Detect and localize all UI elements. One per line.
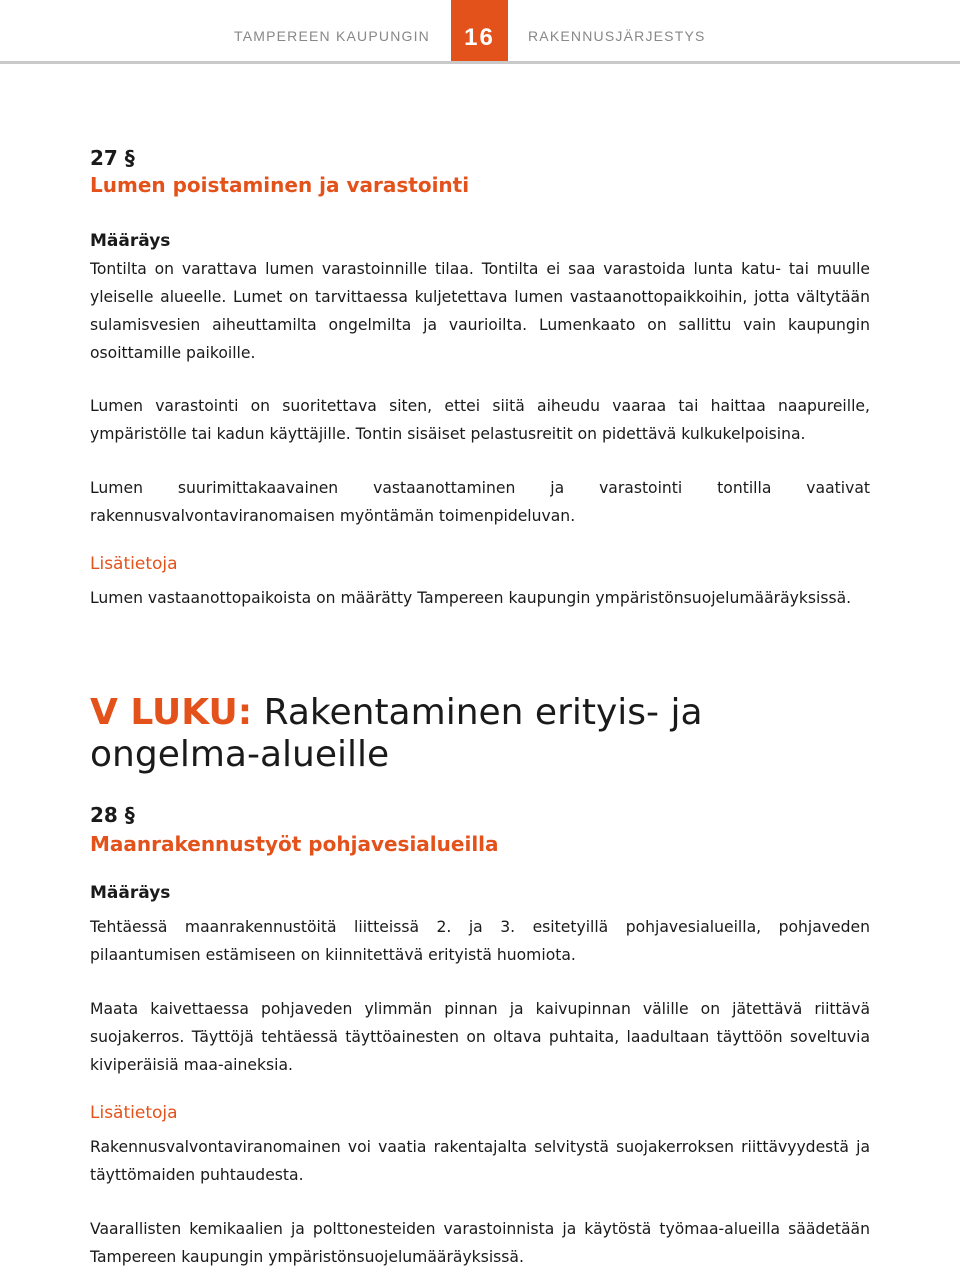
section-27-info-1: Lumen vastaanottopaikoista on määrätty Tampereen kaupungin ympäristönsuojelumääräyksissä.: [90, 589, 852, 607]
chapter-title: Rakentaminen erityis- ja ongelma-alueille: [90, 692, 703, 775]
section-28-number: 28 §: [90, 803, 135, 827]
chapter-heading: [90, 692, 870, 776]
section-27-title: Lumen poistaminen ja varastointi: [90, 173, 470, 197]
section-28-info-2: Vaarallisten kemikaalien ja polttonesteiden varastoinnista ja käytöstä työmaa-alueilla säädetään Tampereen kaupungin ympäristönsuojelumääräyksissä.: [90, 1220, 870, 1266]
section-28-paragraph-1: Tehtäessä maanrakennustöitä liitteissä 2. ja 3. esitetyillä pohjavesialueilla, pohjaveden pilaantumisen estämiseen on kiinnitettävä erityistä huomiota.: [90, 918, 870, 964]
page-header: [0, 0, 960, 62]
section-27-paragraph-2: Lumen varastointi on suoritettava siten, ettei siitä aiheudu vaaraa tai haittaa naapureille, ympäristölle tai kadun käyttäjille. Tontin sisäiset pelastusreitit on pidettävä kulkukelpoisina.: [90, 397, 870, 443]
header-document-title: RAKENNUSJÄRJESTYS: [528, 28, 706, 44]
section-28-info-1: Rakennusvalvontaviranomainen voi vaatia rakentajalta selvitystä suojakerroksen riittävyydestä ja täyttömaiden puhtaudesta.: [90, 1138, 870, 1184]
section-28-maarays-heading: Määräys: [90, 883, 171, 903]
section-27-paragraph-3: Lumen suurimittakaavainen vastaanottaminen ja varastointi tontilla vaativat rakennusvalvontaviranomaisen myöntämän toimenpideluvan.: [90, 479, 870, 525]
chapter-label: V LUKU:: [90, 692, 253, 733]
section-28-paragraph-2: Maata kaivettaessa pohjaveden ylimmän pinnan ja kaivupinnan välille on jätettävä riittävä suojakerros. Täyttöjä tehtäessä täyttöainesten on oltava puhtaita, laadultaan täyttöön soveltuvia kiviperäisiä maa-aineksia.: [90, 1000, 870, 1074]
page-number: 16: [451, 0, 508, 64]
section-27-paragraph-1: Tontilta on varattava lumen varastoinnille tilaa. Tontilta ei saa varastoida lunta katu- tai muulle yleiselle alueelle. Lumet on tarvittaessa kuljetettava lumen vastaanottopaikkoihin, jotta vältytään sulamisvesien aiheuttamilta ongelmilta ja vaurioilta. Lumenkaato on sallittu vain kaupungin osoittamille paikoille.: [90, 260, 870, 362]
section-27-number: 27 §: [90, 146, 135, 170]
header-divider: [0, 61, 960, 64]
section-27-maarays-heading: Määräys: [90, 231, 171, 251]
header-publisher: TAMPEREEN KAUPUNGIN: [233, 28, 430, 44]
section-28-lisatietoja-heading: Lisätietoja: [90, 1103, 178, 1123]
section-28-title: Maanrakennustyöt pohjavesialueilla: [90, 832, 499, 856]
section-27-lisatietoja-heading: Lisätietoja: [90, 554, 178, 574]
